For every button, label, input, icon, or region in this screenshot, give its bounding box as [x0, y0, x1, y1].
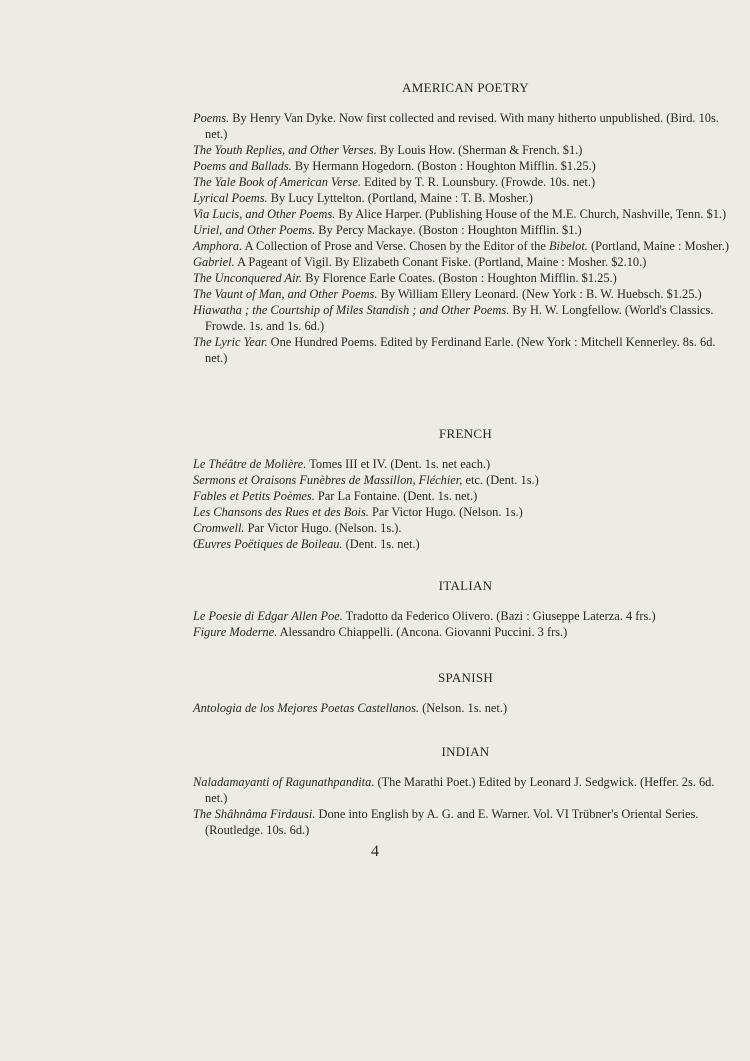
entry-title: Cromwell.	[193, 521, 245, 535]
entry-details: etc. (Dent. 1s.)	[462, 473, 539, 487]
bibliography-entry	[193, 520, 738, 536]
section-heading: AMERICAN POETRY	[402, 80, 529, 95]
bibliography-entry	[193, 536, 738, 552]
bibliography-entry	[193, 158, 738, 174]
section-indian	[193, 744, 738, 838]
entry-details: By Henry Van Dyke. Now first collected and revised. With many hitherto unpublished. (Bird. 10s. net.)	[205, 111, 719, 141]
entry-details: Tomes III et IV. (Dent. 1s. net each.)	[306, 457, 491, 471]
entry-details: By Louis How. (Sherman & French. $1.)	[376, 143, 583, 157]
entry-title: Bibelot.	[548, 239, 588, 253]
entry-title: Œuvres Poëtiques de Boileau.	[193, 537, 343, 551]
entry-details: (The Marathi Poet.) Edited by Leonard J. Sedgwick. (Heffer. 2s. 6d. net.)	[205, 775, 715, 805]
entry-title: The Unconquered Air.	[193, 271, 303, 285]
entry-title: Antologia de los Mejores Poetas Castellanos.	[193, 701, 419, 715]
section-heading: INDIAN	[441, 744, 490, 759]
bibliography-entry	[193, 286, 738, 302]
entry-title: The Vaunt of Man, and Other Poems.	[193, 287, 378, 301]
entry-title: Naladamayanti of Ragunathpandita.	[193, 775, 375, 789]
bibliography-entry	[193, 806, 738, 838]
entry-details: Alessandro Chiappelli. (Ancona. Giovanni Puccini. 3 frs.)	[277, 625, 568, 639]
bibliography-entry	[193, 222, 738, 238]
section-spanish	[193, 670, 738, 716]
entry-title: Sermons et Oraisons Funèbres de Massillon, Fléchier,	[193, 473, 463, 487]
entry-details: One Hundred Poems. Edited by Ferdinand Earle. (New York : Mitchell Kennerley. 8s. 6d. net.)	[205, 335, 716, 365]
bibliography-entry	[193, 110, 738, 142]
entry-title: The Shâhnâma Firdausi.	[193, 807, 316, 821]
bibliography-entry	[193, 334, 738, 366]
bibliography-entry	[193, 254, 738, 270]
entry-title: The Lyric Year.	[193, 335, 268, 349]
entry-title: Figure Moderne.	[193, 625, 278, 639]
entry-title: Amphora.	[193, 239, 243, 253]
entry-title: The Yale Book of American Verse.	[193, 175, 361, 189]
entry-details: By Florence Earle Coates. (Boston : Houghton Mifflin. $1.25.)	[302, 271, 617, 285]
entry-title: Uriel, and Other Poems.	[193, 223, 316, 237]
entry-details: A Collection of Prose and Verse. Chosen by the Editor of the	[242, 239, 549, 253]
entry-details: By Lucy Lyttelton. (Portland, Maine : T. B. Mosher.)	[267, 191, 533, 205]
entry-details: Par Victor Hugo. (Nelson. 1s.)	[368, 505, 523, 519]
entry-details: By Hermann Hogedorn. (Boston : Houghton Mifflin. $1.25.)	[291, 159, 596, 173]
bibliography-entry	[193, 190, 738, 206]
entry-title: Poems and Ballads.	[193, 159, 292, 173]
entry-title: Le Poesie di Edgar Allen Poe.	[193, 609, 343, 623]
entry-title: Fables et Petits Poèmes.	[193, 489, 315, 503]
entry-details: Done into English by A. G. and E. Warner. Vol. VI Trübner's Oriental Series. (Routledge. 10s. 6d.)	[205, 807, 699, 837]
entry-title: Poems.	[193, 111, 230, 125]
bibliography-entry	[193, 270, 738, 286]
bibliography-entry	[193, 624, 738, 640]
entry-title: Via Lucis, and Other Poems.	[193, 207, 336, 221]
section-heading: ITALIAN	[438, 578, 493, 593]
entry-details: (Nelson. 1s. net.)	[419, 701, 508, 715]
bibliography-entry	[193, 774, 738, 806]
entry-details: Edited by T. R. Lounsbury. (Frowde. 10s. net.)	[360, 175, 596, 189]
entry-details: Par La Fontaine. (Dent. 1s. net.)	[314, 489, 478, 503]
entry-details: By H. W. Longfellow. (World's Classics. Frowde. 1s. and 1s. 6d.)	[205, 303, 714, 333]
section-italian	[193, 578, 738, 640]
section-heading: FRENCH	[438, 426, 493, 441]
section-heading: SPANISH	[437, 670, 494, 685]
bibliography-entry	[193, 700, 738, 716]
bibliography-entry	[193, 608, 738, 624]
bibliography-entry	[193, 488, 738, 504]
entry-details: Par Victor Hugo. (Nelson. 1s.).	[244, 521, 402, 535]
entry-details: A Pageant of Vigil. By Elizabeth Conant Fiske. (Portland, Maine : Mosher. $2.10.)	[234, 255, 647, 269]
section-french	[193, 426, 738, 552]
bibliography-entry	[193, 174, 738, 190]
entry-details: By Alice Harper. (Publishing House of the M.E. Church, Nashville, Tenn. $1.)	[335, 207, 727, 221]
bibliography-entry	[193, 472, 738, 488]
entry-details: Tradotto da Federico Olivero. (Bazi : Giuseppe Laterza. 4 frs.)	[342, 609, 656, 623]
bibliography-entry	[193, 504, 738, 520]
entry-title: Gabriel.	[193, 255, 235, 269]
bibliography-entry	[193, 302, 738, 334]
entry-details: By Percy Mackaye. (Boston : Houghton Mifflin. $1.)	[315, 223, 582, 237]
entry-title: The Youth Replies, and Other Verses.	[193, 143, 377, 157]
bibliography-entry	[193, 238, 738, 254]
section-american-poetry	[193, 80, 738, 366]
entry-title: Les Chansons des Rues et des Bois.	[193, 505, 369, 519]
entry-details: By William Ellery Leonard. (New York : B. W. Huebsch. $1.25.)	[377, 287, 702, 301]
entry-details: (Dent. 1s. net.)	[342, 537, 420, 551]
bibliography-entry	[193, 456, 738, 472]
entry-details: (Portland, Maine : Mosher.)	[587, 239, 729, 253]
entry-title: Hiawatha ; the Courtship of Miles Standish ; and Other Poems.	[193, 303, 510, 317]
bibliography-entry	[193, 206, 738, 222]
bibliography-entry	[193, 142, 738, 158]
page-number: 4	[371, 843, 379, 860]
entry-title: Le Théâtre de Molière.	[193, 457, 307, 471]
entry-title: Lyrical Poems.	[193, 191, 268, 205]
